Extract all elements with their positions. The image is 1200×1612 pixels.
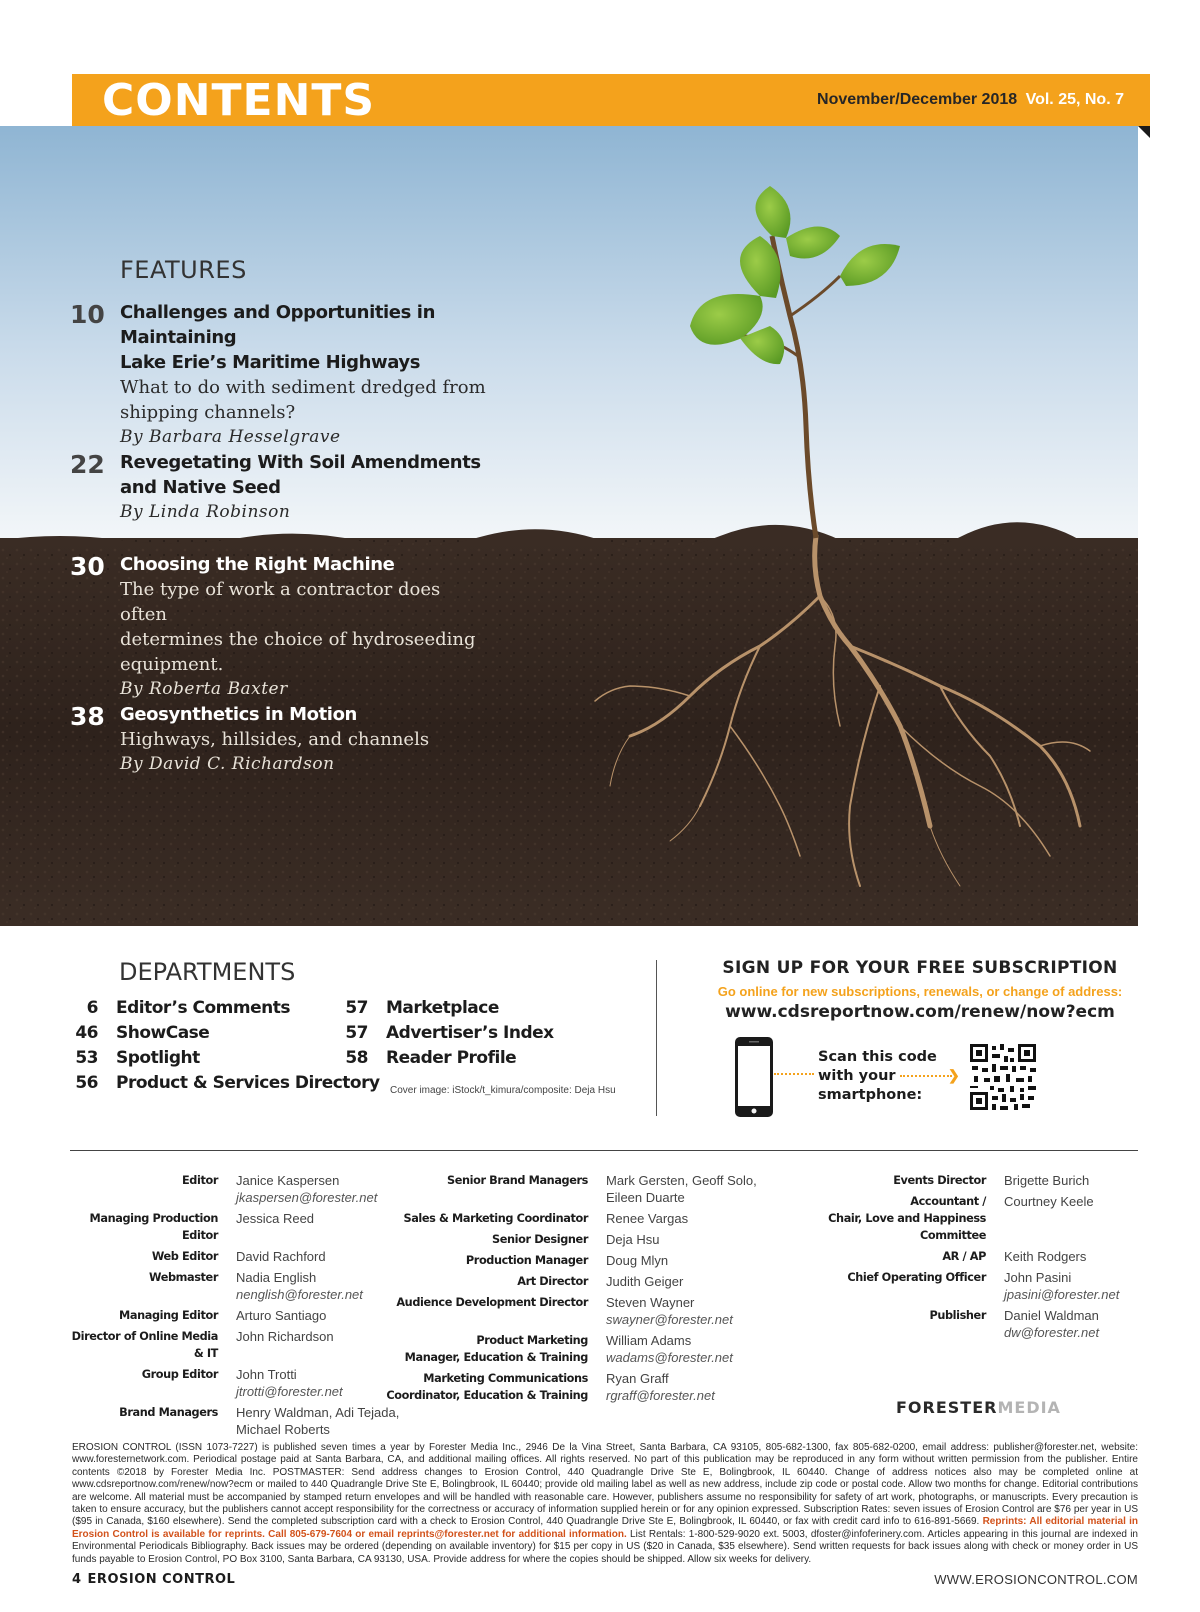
masthead-entry <box>62 1328 399 1362</box>
masthead-entry <box>386 1252 757 1269</box>
staff-role: Webmaster <box>149 1271 218 1284</box>
department-page-number: 57 <box>345 1023 368 1043</box>
department-item[interactable] <box>64 1021 380 1046</box>
staff-name: Brigette Burich <box>1004 1173 1090 1188</box>
department-page-number: 58 <box>345 1048 368 1068</box>
subscription-title-post: SUBSCRIPTION <box>965 958 1118 978</box>
scan-instruction-line: smartphone: <box>818 1087 923 1103</box>
staff-role: Editor <box>181 1174 218 1187</box>
staff-role: Web Editor <box>151 1250 218 1263</box>
masthead-column <box>386 1172 757 1408</box>
masthead-entry <box>770 1172 1119 1189</box>
features-heading: FEATURES <box>120 256 247 284</box>
departments-heading: DEPARTMENTS <box>119 958 296 986</box>
staff-name: John Richardson <box>236 1329 334 1344</box>
smartphone-icon <box>734 1036 774 1123</box>
feature-title-line: Challenges and Opportunities in Maintaining <box>120 302 435 348</box>
department-name: Spotlight <box>116 1048 200 1068</box>
staff-role: Product Marketing <box>476 1334 588 1347</box>
staff-email-link[interactable]: rgraff@forester.net <box>606 1388 715 1403</box>
qr-code-icon[interactable] <box>970 1044 1036 1115</box>
staff-name: Michael Roberts <box>236 1422 330 1437</box>
staff-name: Jessica Reed <box>236 1211 315 1226</box>
staff-role: Art Director <box>517 1275 588 1288</box>
logo-media: MEDIA <box>997 1398 1061 1417</box>
masthead-entry <box>386 1332 757 1366</box>
subscription-title <box>700 958 1140 978</box>
staff-role: AR / AP <box>942 1250 986 1263</box>
department-page-number: 53 <box>75 1048 98 1068</box>
website-link[interactable]: WWW.EROSIONCONTROL.COM <box>934 1572 1138 1587</box>
feature-page-number: 30 <box>70 552 105 581</box>
feature-description-line: The type of work a contractor does often <box>120 579 441 625</box>
issue-volume: Vol. 25, No. 7 <box>1025 91 1124 108</box>
staff-name: Daniel Waldman <box>1004 1308 1099 1323</box>
staff-name: William Adams <box>606 1333 692 1348</box>
subscription-subtitle: Go online for new subscriptions, renewals, or change of address: <box>717 984 1123 999</box>
legal-tail-text: List Rentals: 1-800-529-9020 ext. 5003, dfoster@infoferinery.com. Articles appearing in this journal are indexed in Environmental Periodicals Bibliography. Back issues may be ordered (depending on available inventory) for $15 per copy in US ($20 in Canada, $35 elsewhere). Send written requests for back issues along with check or money order in US funds payable to Erosion Control, PO Box 3100, Santa Barbara, CA 93130, USA. Provide address for where the copies should be shipped. Allow six weeks for delivery. <box>72 1528 1138 1565</box>
feature-item[interactable] <box>70 552 490 702</box>
scan-instruction-line: Scan this code <box>818 1049 937 1065</box>
column-divider <box>656 960 657 1116</box>
staff-name: John Pasini <box>1004 1270 1072 1285</box>
staff-role: Production Manager <box>465 1254 588 1267</box>
department-name: ShowCase <box>116 1023 210 1043</box>
department-item[interactable] <box>334 996 554 1021</box>
masthead-entry <box>386 1172 757 1206</box>
staff-role: Managing Production Editor <box>89 1212 218 1242</box>
staff-role: Publisher <box>929 1309 986 1322</box>
staff-name: Judith Geiger <box>606 1274 684 1289</box>
staff-name: Nadia English <box>236 1270 317 1285</box>
masthead-entry <box>770 1248 1119 1265</box>
subscription-url-link[interactable]: www.cdsreportnow.com/renew/now?ecm <box>725 1002 1115 1022</box>
masthead-column <box>770 1172 1119 1345</box>
header-corner-mark <box>1138 126 1150 138</box>
dotted-connector <box>774 1073 814 1075</box>
staff-role: Group Editor <box>141 1368 218 1381</box>
feature-title-line: Choosing the Right Machine <box>120 554 395 575</box>
department-item[interactable] <box>64 996 380 1021</box>
department-name: Reader Profile <box>386 1048 517 1068</box>
staff-role: Manager, Education & Training <box>404 1351 588 1364</box>
masthead-entry <box>62 1404 399 1438</box>
feature-title-line: Geosynthetics in Motion <box>120 704 357 725</box>
issue-date: November/December 2018 <box>817 91 1018 108</box>
department-name: Editor’s Comments <box>116 998 290 1018</box>
feature-item[interactable] <box>70 300 490 450</box>
page-title: CONTENTS <box>102 75 376 126</box>
department-page-number: 57 <box>345 998 368 1018</box>
department-page-number: 56 <box>75 1073 98 1093</box>
department-item[interactable] <box>64 1046 380 1071</box>
dotted-connector <box>900 1075 952 1077</box>
staff-name: John Trotti <box>236 1367 297 1382</box>
contents-header <box>72 74 1150 126</box>
masthead-entry <box>386 1231 757 1248</box>
cover-image-credit: Cover image: iStock/t_kimura/composite: Deja Hsu <box>390 1085 616 1096</box>
masthead-entry <box>62 1307 399 1324</box>
feature-author: By Linda Robinson <box>120 502 291 522</box>
staff-role: Audience Development Director <box>396 1296 588 1309</box>
masthead-column <box>62 1172 399 1442</box>
masthead-entry <box>770 1269 1119 1303</box>
staff-name: Ryan Graff <box>606 1371 669 1386</box>
department-item[interactable] <box>334 1046 554 1071</box>
legal-main-text: EROSION CONTROL (ISSN 1073-7227) is published seven times a year by Forester Media Inc., 2946 De la Vina Street, Santa Barbara, CA 93105, 805-682-1300, fax 805-682-0200, email address: publisher@forester.net, website: www.foresternetwork.com. Periodical postage paid at Santa Barbara, CA, and additional mailing offices. All rights reserved. No part of this publication may be reproduced in any form without written permission from the publisher. Entire contents ©2018 by Forester Media Inc. POSTMASTER: Send address changes to Erosion Control, 440 Quadrangle Drive Ste E, Bolingbrook, IL 60440. Change of address notices also may be completed online at www.cdsreportnow.com/renew/now?ecm or mailed to 440 Quadrangle Drive Ste E, Bolingbrook, IL 60440; provide old mailing label as well as new address, include zip code or postal code. Allow two months for change. Editorial contributions are welcome. All material must be accompanied by stamped return envelopes and will be handled with reasonable care. However, publishers assume no responsibility for safety of art work, photographs, or manuscripts. Every precaution is taken to ensure accuracy, but the publishers cannot accept responsibility for the correctness or accuracy of information supplied herein or for any opinion expressed. Subscription Rates: seven issues of Erosion Control are $76 per year in US ($95 in Canada, $160 elsewhere). Send the completed subscription card with a check to Erosion Control, 440 Quadrangle Drive Ste E, Bolingbrook, IL 60440, or fax with credit card info to 616-891-5669. <box>72 1442 1138 1528</box>
department-name: Marketplace <box>386 998 499 1018</box>
page-number: 4 <box>72 1572 82 1587</box>
reprints-notice: Reprints: All editorial material in Erosion Control is available for reprints. Call 805-679-7604 or email reprints@forester.net for additional information. <box>72 1516 1138 1540</box>
staff-role: Marketing Communications <box>423 1372 588 1385</box>
masthead-entry <box>386 1273 757 1290</box>
publication-legal-notice <box>72 1442 1138 1566</box>
staff-email-link[interactable]: wadams@forester.net <box>606 1350 733 1365</box>
staff-name: David Rachford <box>236 1249 326 1264</box>
staff-name: Renee Vargas <box>606 1211 689 1226</box>
feature-description-line: Highways, hillsides, and channels <box>120 729 430 750</box>
feature-author: By David C. Richardson <box>120 754 335 774</box>
logo-forester: FORESTER <box>896 1398 998 1417</box>
masthead-entry <box>770 1307 1119 1341</box>
publication-name: EROSION CONTROL <box>87 1572 236 1587</box>
masthead-entry <box>386 1210 757 1227</box>
departments-list-right <box>334 996 554 1071</box>
department-item[interactable] <box>64 1071 380 1096</box>
feature-title-line: Revegetating With Soil Amendments <box>120 452 481 473</box>
masthead-entry <box>770 1193 1119 1244</box>
staff-name: Eileen Duarte <box>606 1190 685 1205</box>
staff-role: Chief Operating Officer <box>847 1271 986 1284</box>
staff-name: Arturo Santiago <box>236 1308 327 1323</box>
feature-description-line: shipping channels? <box>120 402 296 423</box>
page-footer-left <box>72 1572 235 1587</box>
feature-page-number: 22 <box>70 450 105 479</box>
staff-role: Brand Managers <box>119 1406 218 1419</box>
section-divider <box>70 1150 1138 1151</box>
staff-role: Accountant / <box>910 1195 986 1208</box>
staff-role: Director of Online Media & IT <box>71 1330 218 1360</box>
feature-title-line: Lake Erie’s Maritime Highways <box>120 352 421 373</box>
feature-description-line: equipment. <box>120 654 224 675</box>
staff-role: Senior Brand Managers <box>446 1174 588 1187</box>
feature-title-line: and Native Seed <box>120 477 281 498</box>
staff-email-link[interactable]: nenglish@forester.net <box>236 1287 363 1302</box>
feature-item[interactable] <box>70 450 490 525</box>
forester-media-logo <box>896 1398 1061 1417</box>
staff-email-link[interactable]: jkaspersen@forester.net <box>236 1190 378 1205</box>
staff-name: Keith Rodgers <box>1004 1249 1087 1264</box>
masthead-entry <box>62 1172 399 1206</box>
staff-email-link[interactable]: jtrotti@forester.net <box>236 1384 343 1399</box>
staff-role: Events Director <box>893 1174 986 1187</box>
staff-email-link[interactable]: swayner@forester.net <box>606 1312 733 1327</box>
scan-instruction-line: with your <box>818 1068 896 1084</box>
department-name: Advertiser’s Index <box>386 1023 554 1043</box>
staff-role: Chair, Love and Happiness Committee <box>828 1212 986 1242</box>
feature-author: By Roberta Baxter <box>120 679 288 699</box>
staff-name: Deja Hsu <box>606 1232 660 1247</box>
staff-role: Managing Editor <box>119 1309 218 1322</box>
staff-email-link[interactable]: dw@forester.net <box>1004 1325 1100 1340</box>
staff-name: Courtney Keele <box>1004 1194 1094 1209</box>
issue-info <box>817 90 1124 110</box>
staff-name: Mark Gersten, Geoff Solo, <box>606 1173 757 1188</box>
department-page-number: 6 <box>86 998 98 1018</box>
department-item[interactable] <box>334 1021 554 1046</box>
department-name: Product & Services Directory <box>116 1073 380 1093</box>
masthead-entry <box>386 1294 757 1328</box>
feature-page-number: 10 <box>70 300 105 329</box>
masthead-entry <box>62 1269 399 1303</box>
staff-role: Sales & Marketing Coordinator <box>403 1212 588 1225</box>
cover-image <box>0 126 1138 926</box>
staff-name: Henry Waldman, Adi Tejada, <box>236 1405 400 1420</box>
staff-role: Senior Designer <box>492 1233 588 1246</box>
staff-role: Coordinator, Education & Training <box>386 1389 588 1402</box>
masthead-entry <box>386 1370 757 1404</box>
feature-description-line: determines the choice of hydroseeding <box>120 629 476 650</box>
feature-page-number: 38 <box>70 702 105 731</box>
subscription-title-pre: SIGN UP FOR YOUR <box>722 958 917 978</box>
seedling-illustration <box>0 126 1138 926</box>
staff-email-link[interactable]: jpasini@forester.net <box>1004 1287 1120 1302</box>
feature-description-line: What to do with sediment dredged from <box>120 377 486 398</box>
masthead-entry <box>62 1210 399 1244</box>
departments-list-left <box>64 996 380 1096</box>
masthead-entry <box>62 1366 399 1400</box>
masthead-entry <box>62 1248 399 1265</box>
department-page-number: 46 <box>75 1023 98 1043</box>
feature-item[interactable] <box>70 702 490 777</box>
feature-author: By Barbara Hesselgrave <box>120 427 341 447</box>
staff-name: Janice Kaspersen <box>236 1173 340 1188</box>
arrow-right-icon: ❯ <box>948 1067 960 1083</box>
staff-name: Doug Mlyn <box>606 1253 669 1268</box>
staff-name: Steven Wayner <box>606 1295 695 1310</box>
subscription-title-free: FREE <box>916 958 966 978</box>
